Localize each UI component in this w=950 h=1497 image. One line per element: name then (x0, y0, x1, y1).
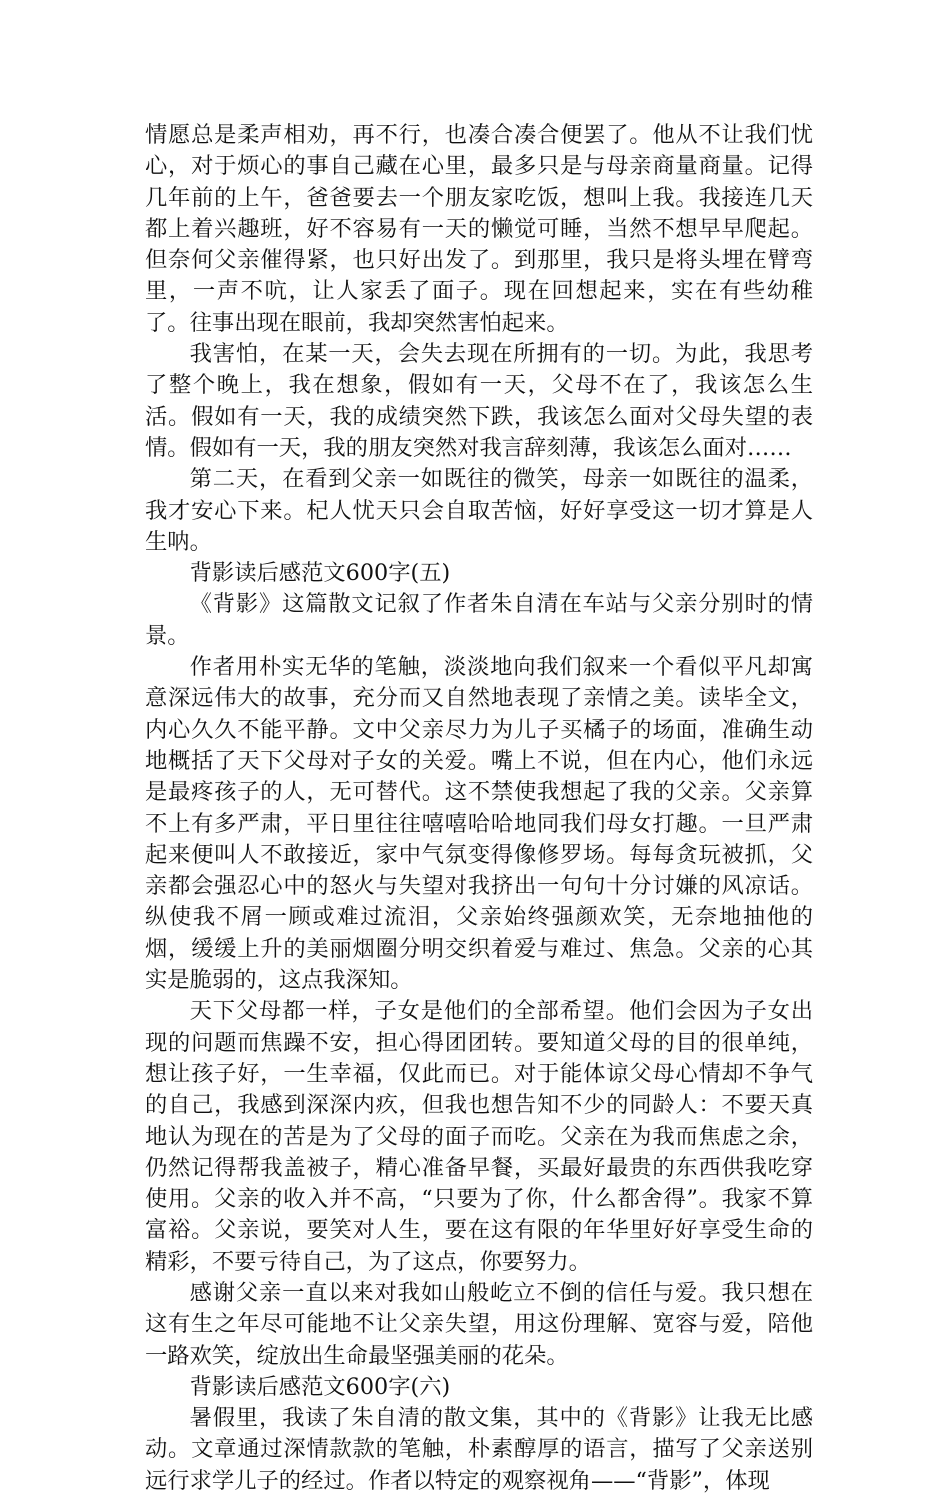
paragraph-2: 我害怕，在某一天，会失去现在所拥有的一切。为此，我思考了整个晚上，我在想象，假如有一天，父母不在了，我该怎么生活。假如有一天，我的成绩突然下跌，我该怎么面对父母失望的表情。假如有一天，我的朋友突然对我言辞刻薄，我该怎么面对…… (145, 341, 813, 461)
paragraph-5: 作者用朴实无华的笔触，淡淡地向我们叙来一个看似平凡却寓意深远伟大的故事，充分而又自然地表现了亲情之美。读毕全文，内心久久不能平静。文中父亲尽力为儿子买橘子的场面，准确生动地概括了天下父母对子女的关爱。嘴上不说，但在内心，他们永远是最疼孩子的人，无可替代。这不禁使我想起了我的父亲。父亲算不上有多严肃，平日里往往嘻嘻哈哈地同我们母女打趣。一旦严肃起来便叫人不敢接近，家中气氛变得像修罗场。每每贪玩被抓，父亲都会强忍心中的怒火与失望对我挤出一句句十分讨嫌的风凉话。纵使我不屑一顾或难过流泪，父亲始终强颜欢笑，无奈地抽他的烟，缓缓上升的美丽烟圈分明交织着爱与难过、焦急。父亲的心其实是脆弱的，这点我深知。 (145, 654, 813, 994)
section-heading-6: 背影读后感范文600字(六) (189, 1373, 451, 1400)
paragraph-4: 《背影》这篇散文记叙了作者朱自清在车站与父亲分别时的情景。 (145, 591, 813, 649)
paragraph-1: 情愿总是柔声相劝，再不行，也凑合凑合便罢了。他从不让我们忧心，对于烦心的事自己藏在心里，最多只是与母亲商量商量。记得几年前的上午，爸爸要去一个朋友家吃饭，想叫上我。我接连几天都上着兴趣班，好不容易有一天的懒觉可睡，当然不想早早爬起。但奈何父亲催得紧，也只好出发了。到那里，我只是将头埋在臂弯里，一声不吭，让人家丢了面子。现在回想起来，实在有些幼稚了。往事出现在眼前，我却突然害怕起来。 (145, 122, 813, 336)
paragraph-8: 暑假里，我读了朱自清的散文集，其中的《背影》让我无比感动。文章通过深情款款的笔触，朴素醇厚的语言，描写了父亲送别远行求学儿子的经过。作者以特定的观察视角——“背影”，体现 (145, 1405, 813, 1494)
document-page (145, 120, 813, 1497)
paragraph-7: 感谢父亲一直以来对我如山般屹立不倒的信任与爱。我只想在这有生之年尽可能地不让父亲失望，用这份理解、宽容与爱，陪他一路欢笑，绽放出生命最坚强美丽的花朵。 (145, 1279, 813, 1369)
section-heading-5: 背影读后感范文600字(五) (189, 560, 451, 587)
paragraph-6: 天下父母都一样，子女是他们的全部希望。他们会因为子女出现的问题而焦躁不安，担心得团团转。要知道父母的目的很单纯，想让孩子好，一生幸福，仅此而已。对于能体谅父母心情却不争气的自己，我感到深深内疚，但我也想告知不少的同龄人：不要天真地认为现在的苦是为了父母的面子而吃。父亲在为我而焦虑之余，仍然记得帮我盖被子，精心准备早餐，买最好最贵的东西供我吃穿使用。父亲的收入并不高，“只要为了你，什么都舍得”。我家不算富裕。父亲说，要笑对人生，要在这有限的年华里好好享受生命的精彩，不要亏待自己，为了这点，你要努力。 (145, 998, 813, 1275)
paragraph-3: 第二天，在看到父亲一如既往的微笑，母亲一如既往的温柔，我才安心下来。杞人忧天只会自取苦恼，好好享受这一切才算是人生呐。 (145, 466, 813, 555)
